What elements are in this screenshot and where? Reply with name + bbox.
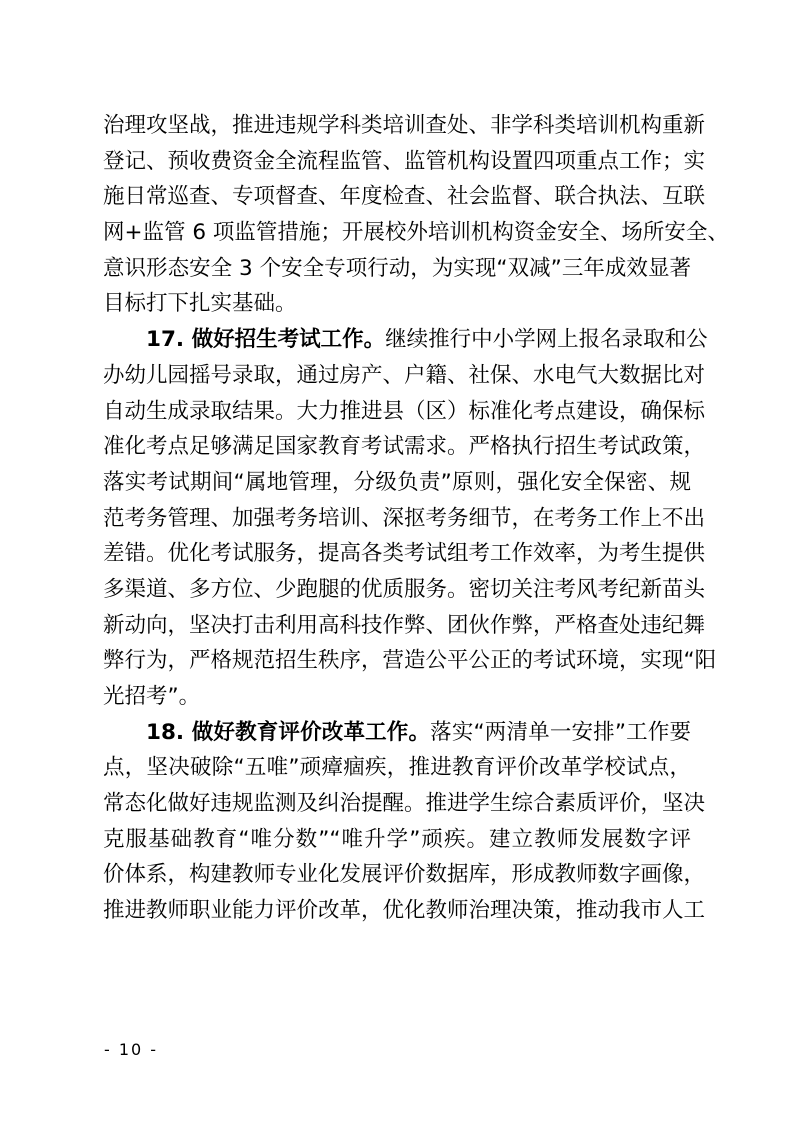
text-line: 推进教师职业能力评价改革，优化教师治理决策，推动我市人工	[103, 898, 706, 924]
text-line: 办幼儿园摇号录取，通过房产、户籍、社保、水电气大数据比对	[103, 362, 706, 388]
text-line: 常态化做好违规监测及纠治提醒。推进学生综合素质评价，坚决	[103, 791, 706, 817]
text-line: 价体系，构建教师专业化发展评价数据库，形成教师数字画像，	[103, 862, 706, 888]
text-line: 克服基础教育“唯分数”“唯升学”顽疾。建立教师发展数字评	[103, 826, 691, 852]
page-number: - 10 -	[104, 1040, 159, 1059]
paragraph-17	[103, 322, 717, 715]
text-line: 准化考点足够满足国家教育考试需求。严格执行招生考试政策，	[103, 434, 706, 460]
paragraph-18	[103, 715, 706, 929]
text-line: 弊行为，严格规范招生秩序，营造公平公正的考试环境，实现“阳	[103, 648, 717, 674]
text-run: 落实“两清单一安排”工作要	[430, 719, 692, 745]
text-line: 自动生成录取结果。大力推进县（区）标准化考点建设，确保标	[103, 398, 706, 424]
paragraph-1	[103, 108, 729, 322]
text-line: 意识形态安全 3 个安全专项行动，为实现“双减”三年成效显著	[103, 255, 691, 281]
text-line: 登记、预收费资金全流程监管、监管机构设置四项重点工作；实	[103, 148, 706, 174]
text-line: 落实考试期间“属地管理，分级负责”原则，强化安全保密、规	[103, 469, 691, 495]
section-heading-17: 17. 做好招生考试工作。	[146, 327, 386, 353]
section-heading-18: 18. 做好教育评价改革工作。	[146, 719, 431, 745]
text-line: 范考务管理、加强考务培训、深抠考务细节，在考务工作上不出	[103, 505, 706, 531]
text-line: 目标打下扎实基础。	[103, 291, 297, 317]
text-line: 光招考”。	[103, 684, 201, 709]
text-line: 点，坚决破除“五唯”顽瘴痼疾，推进教育评价改革学校试点，	[103, 755, 691, 781]
text-line: 治理攻坚战，推进违规学科类培训查处、非学科类培训机构重新	[103, 113, 706, 138]
text-line: 网+监管 6 项监管措施；开展校外培训机构资金安全、场所安全、	[103, 220, 729, 246]
document-body	[103, 108, 729, 929]
text-line: 差错。优化考试服务，提高各类考试组考工作效率，为考生提供	[103, 541, 706, 567]
text-line	[103, 715, 691, 751]
text-run: 继续推行中小学网上报名录取和公	[385, 327, 708, 353]
text-line: 多渠道、多方位、少跑腿的优质服务。密切关注考风考纪新苗头	[103, 576, 706, 602]
text-line	[103, 322, 708, 358]
text-line: 施日常巡查、专项督查、年度检查、社会监督、联合执法、互联	[103, 184, 706, 210]
text-line: 新动向，坚决打击利用高科技作弊、团伙作弊，严格查处违纪舞	[103, 612, 706, 638]
